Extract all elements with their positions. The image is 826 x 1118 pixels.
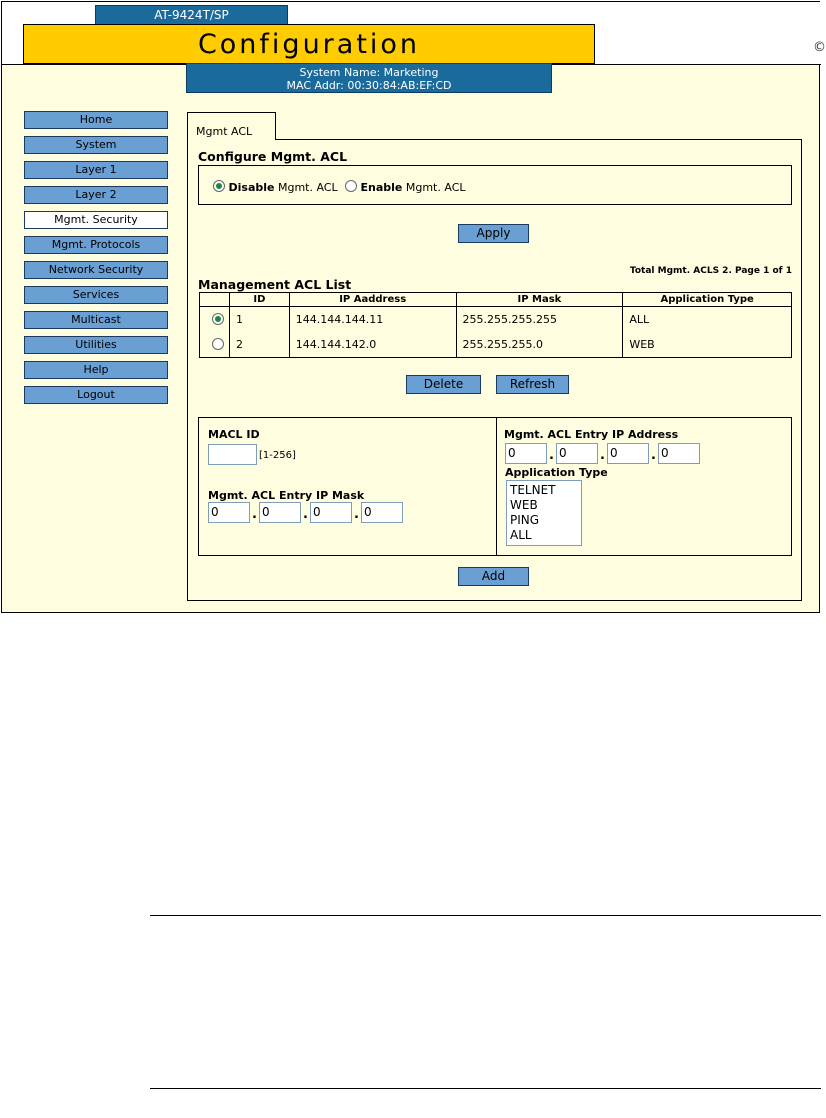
system-info-box xyxy=(186,63,552,93)
ip-address-octet-4[interactable]: 0 xyxy=(658,443,700,464)
row-app: WEB xyxy=(623,332,792,358)
ip-address-dot: . xyxy=(651,448,656,463)
app-option[interactable]: WEB xyxy=(510,498,538,512)
nav-layer1[interactable]: Layer 1 xyxy=(24,161,168,179)
nav-layer2[interactable]: Layer 2 xyxy=(24,186,168,204)
row-mask: 255.255.255.255 xyxy=(456,307,623,333)
nav-mgmt-protocols[interactable]: Mgmt. Protocols xyxy=(24,236,168,254)
acl-list-heading: Management ACL List xyxy=(198,277,352,292)
ip-mask-label: Mgmt. ACL Entry IP Mask xyxy=(208,489,365,502)
disable-radio[interactable] xyxy=(213,180,225,192)
device-model-label: AT-9424T/SP xyxy=(95,5,288,25)
configure-box xyxy=(198,165,792,205)
divider-line xyxy=(150,1088,821,1089)
nav-help[interactable]: Help xyxy=(24,361,168,379)
system-name: System Name: Marketing xyxy=(299,66,439,79)
add-box-divider xyxy=(496,418,497,555)
acl-summary: Total Mgmt. ACLS 2. Page 1 of 1 xyxy=(629,266,792,276)
enable-label-bold: Enable xyxy=(360,181,403,194)
ip-mask-dot: . xyxy=(252,507,257,522)
acl-table-header xyxy=(200,293,792,307)
nav-mgmt-security[interactable]: Mgmt. Security xyxy=(24,211,168,229)
app-option[interactable]: TELNET xyxy=(510,483,556,497)
nav-services[interactable]: Services xyxy=(24,286,168,304)
col-ip-mask: IP Mask xyxy=(456,293,623,307)
enable-option[interactable] xyxy=(345,180,466,194)
ip-address-octet-2[interactable]: 0 xyxy=(556,443,598,464)
ip-mask-dot: . xyxy=(303,507,308,522)
row-id: 1 xyxy=(229,307,289,333)
cropped-edge-icon: © xyxy=(813,40,826,55)
enable-label: Mgmt. ACL xyxy=(402,181,466,194)
add-entry-box xyxy=(198,417,792,556)
refresh-button[interactable]: Refresh xyxy=(496,375,569,394)
macl-id-range: [1-256] xyxy=(259,450,296,461)
col-ip-address: IP Aaddress xyxy=(289,293,456,307)
nav-home[interactable]: Home xyxy=(24,111,168,129)
app-option[interactable]: ALL xyxy=(510,528,532,542)
nav-network-security[interactable]: Network Security xyxy=(24,261,168,279)
row-id: 2 xyxy=(229,332,289,358)
configure-heading: Configure Mgmt. ACL xyxy=(198,149,348,164)
ip-mask-octet-3[interactable]: 0 xyxy=(310,502,352,523)
row-ip: 144.144.142.0 xyxy=(289,332,456,358)
divider-line xyxy=(150,915,821,916)
row-select-radio[interactable] xyxy=(212,313,224,325)
row-mask: 255.255.255.0 xyxy=(456,332,623,358)
ip-address-octet-1[interactable]: 0 xyxy=(505,443,547,464)
app-option[interactable]: PING xyxy=(510,513,540,527)
macl-id-label: MACL ID xyxy=(208,428,260,441)
col-id: ID xyxy=(229,293,289,307)
tab-mgmt-acl[interactable]: Mgmt ACL xyxy=(187,112,276,140)
ip-mask-octet-2[interactable]: 0 xyxy=(259,502,301,523)
disable-label-bold: Disable xyxy=(228,181,275,194)
ip-address-label: Mgmt. ACL Entry IP Address xyxy=(504,428,679,441)
disable-label: Mgmt. ACL xyxy=(274,181,338,194)
app-type-listbox[interactable] xyxy=(506,480,582,546)
col-select xyxy=(200,293,230,307)
row-app: ALL xyxy=(623,307,792,333)
ip-mask-octet-4[interactable]: 0 xyxy=(361,502,403,523)
table-row[interactable] xyxy=(200,307,792,333)
nav-utilities[interactable]: Utilities xyxy=(24,336,168,354)
apply-button[interactable]: Apply xyxy=(458,224,529,243)
ip-mask-dot: . xyxy=(354,507,359,522)
row-select-radio[interactable] xyxy=(212,338,224,350)
ip-address-dot: . xyxy=(600,448,605,463)
nav-multicast[interactable]: Multicast xyxy=(24,311,168,329)
disable-option[interactable] xyxy=(213,180,338,194)
app-type-label: Application Type xyxy=(505,466,608,479)
row-ip: 144.144.144.11 xyxy=(289,307,456,333)
ip-address-octet-3[interactable]: 0 xyxy=(607,443,649,464)
col-app-type: Application Type xyxy=(623,293,792,307)
page-title: Configuration xyxy=(23,24,595,64)
acl-table xyxy=(199,292,792,358)
nav-logout[interactable]: Logout xyxy=(24,386,168,404)
table-row[interactable] xyxy=(200,332,792,358)
macl-id-input[interactable] xyxy=(208,444,257,465)
mac-address: MAC Addr: 00:30:84:AB:EF:CD xyxy=(286,79,452,92)
ip-address-dot: . xyxy=(549,448,554,463)
delete-button[interactable]: Delete xyxy=(406,375,481,394)
enable-radio[interactable] xyxy=(345,180,357,192)
add-button[interactable]: Add xyxy=(458,567,529,586)
ip-mask-octet-1[interactable]: 0 xyxy=(208,502,250,523)
nav-system[interactable]: System xyxy=(24,136,168,154)
